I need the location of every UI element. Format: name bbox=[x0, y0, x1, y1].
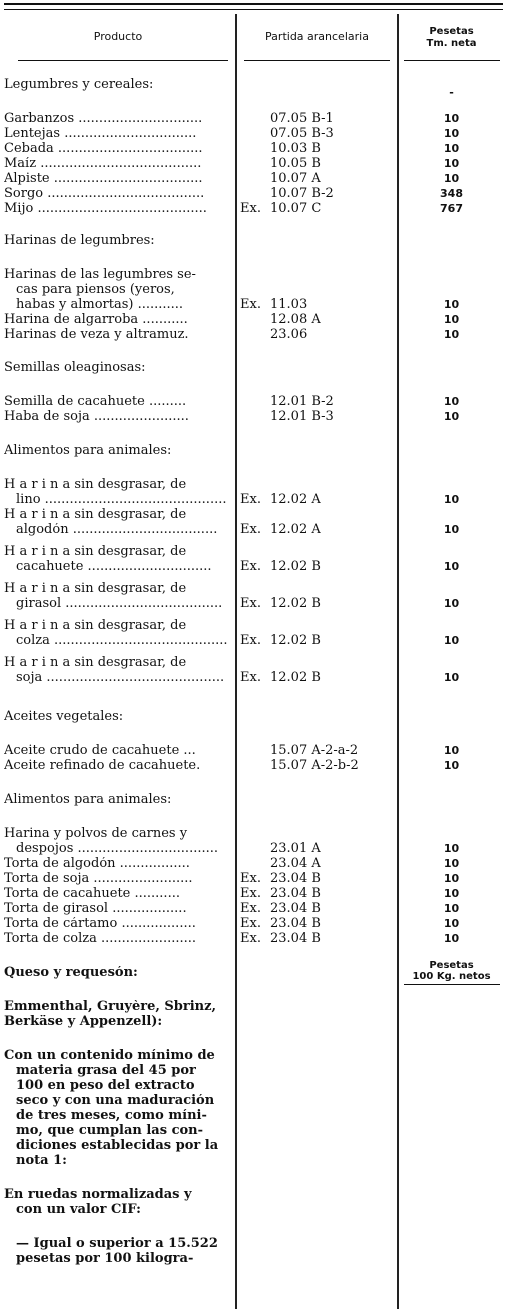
product-cell: Harinas de veza y altramuz. bbox=[4, 328, 189, 342]
value-cell: 10 bbox=[443, 671, 460, 684]
ex-prefix: Ex. bbox=[240, 633, 261, 648]
tariff-code: 07.05 B-1 bbox=[270, 111, 334, 126]
tariff-code: 11.03 bbox=[270, 297, 308, 312]
tariff-cell bbox=[240, 395, 390, 409]
product-cell: Alpiste .................................... bbox=[4, 172, 203, 186]
product-cell: Alimentos para animales: bbox=[4, 793, 172, 807]
product-cell: Haba de soja ....................... bbox=[4, 410, 189, 424]
product-cell: cacahuete .............................. bbox=[16, 560, 212, 574]
value-cell: 10 bbox=[443, 597, 460, 610]
product-cell: Semillas oleaginosas: bbox=[4, 361, 146, 375]
tariff-cell bbox=[240, 157, 390, 171]
value-cell: - bbox=[449, 86, 454, 99]
value-cell: 10 bbox=[443, 157, 460, 170]
tariff-code: 10.07 B-2 bbox=[270, 186, 334, 201]
product-cell: Aceite refinado de cacahuete. bbox=[4, 759, 201, 773]
header-partida: Partida arancelaria bbox=[265, 30, 369, 43]
top-rule-thick bbox=[4, 3, 503, 5]
product-cell: H a r i n a sin desgrasar, de bbox=[4, 619, 187, 633]
product-cell: H a r i n a sin desgrasar, de bbox=[4, 582, 187, 596]
tariff-cell bbox=[240, 759, 390, 773]
product-cell: H a r i n a sin desgrasar, de bbox=[4, 545, 187, 559]
tariff-cell bbox=[240, 202, 390, 216]
header-unit-line2: Tm. neta bbox=[426, 38, 477, 49]
tariff-code: 12.01 B-2 bbox=[270, 394, 334, 409]
product-cell: Torta de cacahuete ........... bbox=[4, 887, 180, 901]
tariff-code: 12.01 B-3 bbox=[270, 409, 334, 424]
product-cell: Alimentos para animales: bbox=[4, 444, 172, 458]
product-cell: Torta de girasol .................. bbox=[4, 902, 187, 916]
ex-prefix: Ex. bbox=[240, 559, 261, 574]
tariff-cell bbox=[240, 298, 390, 312]
product-cell: Maíz ....................................... bbox=[4, 157, 202, 171]
tariff-cell bbox=[240, 932, 390, 946]
value-cell: 10 bbox=[443, 112, 460, 125]
product-cell: Aceite crudo de cacahuete ... bbox=[4, 744, 196, 758]
tariff-cell bbox=[240, 872, 390, 886]
product-cell: Garbanzos .............................. bbox=[4, 112, 203, 126]
product-cell: Cebada ................................... bbox=[4, 142, 203, 156]
value-cell: 10 bbox=[443, 127, 460, 140]
tariff-cell bbox=[240, 523, 390, 537]
product-cell: Emmenthal, Gruyère, Sbrinz, bbox=[4, 1000, 217, 1014]
ex-prefix: Ex. bbox=[240, 901, 261, 916]
value-cell: 10 bbox=[443, 759, 460, 772]
value-cell: 10 bbox=[443, 932, 460, 945]
value-cell: 767 bbox=[440, 202, 463, 215]
tariff-cell bbox=[240, 142, 390, 156]
tariff-code: 23.06 bbox=[270, 327, 308, 342]
product-cell: Berkäse y Appenzell): bbox=[4, 1015, 163, 1029]
product-cell: habas y almortas) ........... bbox=[16, 298, 184, 312]
tariff-cell bbox=[240, 597, 390, 611]
header-unit-line1: Pesetas bbox=[429, 26, 474, 37]
tariff-cell bbox=[240, 842, 390, 856]
tariff-code: 10.03 B bbox=[270, 141, 321, 156]
tariff-code: 23.01 A bbox=[270, 841, 321, 856]
product-cell: diciones establecidas por la bbox=[16, 1139, 219, 1153]
tariff-code: 07.05 B-3 bbox=[270, 126, 334, 141]
product-cell: Semilla de cacahuete ......... bbox=[4, 395, 187, 409]
tariff-code: 23.04 B bbox=[270, 931, 321, 946]
value-cell: 10 bbox=[443, 328, 460, 341]
value-cell: 10 bbox=[443, 887, 460, 900]
tariff-cell bbox=[240, 328, 390, 342]
tariff-cell bbox=[240, 313, 390, 327]
tariff-code: 10.07 A bbox=[270, 171, 321, 186]
value-cell: 10 bbox=[443, 744, 460, 757]
ex-prefix: Ex. bbox=[240, 492, 261, 507]
header-rule-3 bbox=[404, 60, 500, 61]
tariff-code: 23.04 B bbox=[270, 871, 321, 886]
product-cell: H a r i n a sin desgrasar, de bbox=[4, 656, 187, 670]
product-cell: Harinas de legumbres: bbox=[4, 234, 155, 248]
product-cell: seco y con una maduración bbox=[16, 1094, 215, 1108]
ex-prefix: Ex. bbox=[240, 522, 261, 537]
ex-prefix: Ex. bbox=[240, 297, 261, 312]
value-cell: 10 bbox=[443, 857, 460, 870]
tariff-cell bbox=[240, 187, 390, 201]
tariff-code: 12.08 A bbox=[270, 312, 321, 327]
value-cell: 10 bbox=[443, 634, 460, 647]
product-cell: Con un contenido mínimo de bbox=[4, 1049, 215, 1063]
value-cell: 10 bbox=[443, 298, 460, 311]
product-cell: lino ............................................ bbox=[16, 493, 227, 507]
top-rule-thin bbox=[4, 9, 503, 10]
product-cell: Harina y polvos de carnes y bbox=[4, 827, 188, 841]
tariff-code: 23.04 B bbox=[270, 901, 321, 916]
value-cell: 10 bbox=[443, 917, 460, 930]
product-cell: H a r i n a sin desgrasar, de bbox=[4, 478, 187, 492]
product-cell: de tres meses, como míni- bbox=[16, 1109, 207, 1123]
header-rule-2 bbox=[244, 60, 390, 61]
product-cell: soja ........................................... bbox=[16, 671, 225, 685]
product-cell: nota 1: bbox=[16, 1154, 67, 1168]
tariff-cell bbox=[240, 857, 390, 871]
product-cell: materia grasa del 45 por bbox=[16, 1064, 196, 1078]
tariff-cell bbox=[240, 172, 390, 186]
product-cell: Sorgo ...................................... bbox=[4, 187, 205, 201]
product-cell: Torta de algodón ................. bbox=[4, 857, 190, 871]
tariff-code: 12.02 B bbox=[270, 670, 321, 685]
tariff-code: 10.05 B bbox=[270, 156, 321, 171]
tariff-cell bbox=[240, 493, 390, 507]
tariff-cell bbox=[240, 917, 390, 931]
unit-header-2-line2: 100 Kg. netos bbox=[412, 971, 491, 982]
product-cell: algodón ................................... bbox=[16, 523, 218, 537]
unit-header-2-rule bbox=[404, 984, 500, 985]
value-cell: 10 bbox=[443, 523, 460, 536]
product-cell: En ruedas normalizadas y bbox=[4, 1188, 192, 1202]
value-cell: 10 bbox=[443, 902, 460, 915]
tariff-code: 12.02 B bbox=[270, 633, 321, 648]
tariff-code: 12.02 A bbox=[270, 522, 321, 537]
product-cell: Aceites vegetales: bbox=[4, 710, 124, 724]
header-producto: Producto bbox=[93, 30, 143, 43]
tariff-cell bbox=[240, 887, 390, 901]
value-cell: 10 bbox=[443, 142, 460, 155]
ex-prefix: Ex. bbox=[240, 886, 261, 901]
tariff-cell bbox=[240, 127, 390, 141]
product-cell: colza .......................................... bbox=[16, 634, 228, 648]
value-cell: 10 bbox=[443, 842, 460, 855]
value-cell: 10 bbox=[443, 172, 460, 185]
value-cell: 10 bbox=[443, 313, 460, 326]
column-divider-2 bbox=[397, 14, 399, 1309]
header-rule-1 bbox=[18, 60, 228, 61]
product-cell: cas para piensos (yeros, bbox=[16, 283, 175, 297]
product-cell: Lentejas ................................ bbox=[4, 127, 197, 141]
product-cell: Torta de colza ....................... bbox=[4, 932, 196, 946]
tariff-cell bbox=[240, 634, 390, 648]
tariff-cell bbox=[240, 410, 390, 424]
product-cell: 100 en peso del extracto bbox=[16, 1079, 195, 1093]
product-cell: H a r i n a sin desgrasar, de bbox=[4, 508, 187, 522]
tariff-code: 15.07 A-2-a-2 bbox=[270, 743, 359, 758]
tariff-code: 23.04 B bbox=[270, 886, 321, 901]
product-cell: despojos .................................. bbox=[16, 842, 218, 856]
tariff-cell bbox=[240, 671, 390, 685]
product-cell: Queso y requesón: bbox=[4, 966, 138, 980]
ex-prefix: Ex. bbox=[240, 201, 261, 216]
product-cell: Mijo ......................................... bbox=[4, 202, 207, 216]
product-cell: Harina de algarroba ........... bbox=[4, 313, 188, 327]
value-cell: 10 bbox=[443, 410, 460, 423]
value-cell: 10 bbox=[443, 560, 460, 573]
product-cell: pesetas por 100 kilogra- bbox=[16, 1252, 194, 1266]
value-cell: 348 bbox=[440, 187, 463, 200]
tariff-code: 12.02 A bbox=[270, 492, 321, 507]
column-divider-1 bbox=[235, 14, 237, 1309]
ex-prefix: Ex. bbox=[240, 916, 261, 931]
product-cell: con un valor CIF: bbox=[16, 1203, 141, 1217]
ex-prefix: Ex. bbox=[240, 931, 261, 946]
product-cell: mo, que cumplan las con- bbox=[16, 1124, 204, 1138]
product-cell: Torta de soja ........................ bbox=[4, 872, 193, 886]
tariff-code: 15.07 A-2-b-2 bbox=[270, 758, 359, 773]
tariff-cell bbox=[240, 902, 390, 916]
unit-header-2-line1: Pesetas bbox=[429, 960, 474, 971]
ex-prefix: Ex. bbox=[240, 670, 261, 685]
value-cell: 10 bbox=[443, 493, 460, 506]
tariff-code: 23.04 B bbox=[270, 916, 321, 931]
value-cell: 10 bbox=[443, 395, 460, 408]
tariff-cell bbox=[240, 560, 390, 574]
tariff-code: 12.02 B bbox=[270, 559, 321, 574]
tariff-cell bbox=[240, 112, 390, 126]
tariff-cell bbox=[240, 744, 390, 758]
value-cell: 10 bbox=[443, 872, 460, 885]
tariff-code: 10.07 C bbox=[270, 201, 322, 216]
tariff-code: 23.04 A bbox=[270, 856, 321, 871]
product-cell: Torta de cártamo .................. bbox=[4, 917, 196, 931]
product-cell: Harinas de las legumbres se- bbox=[4, 268, 196, 282]
product-cell: Legumbres y cereales: bbox=[4, 78, 154, 92]
ex-prefix: Ex. bbox=[240, 871, 261, 886]
product-cell: girasol ...................................... bbox=[16, 597, 223, 611]
product-cell: — Igual o superior a 15.522 bbox=[16, 1237, 218, 1251]
ex-prefix: Ex. bbox=[240, 596, 261, 611]
tariff-code: 12.02 B bbox=[270, 596, 321, 611]
